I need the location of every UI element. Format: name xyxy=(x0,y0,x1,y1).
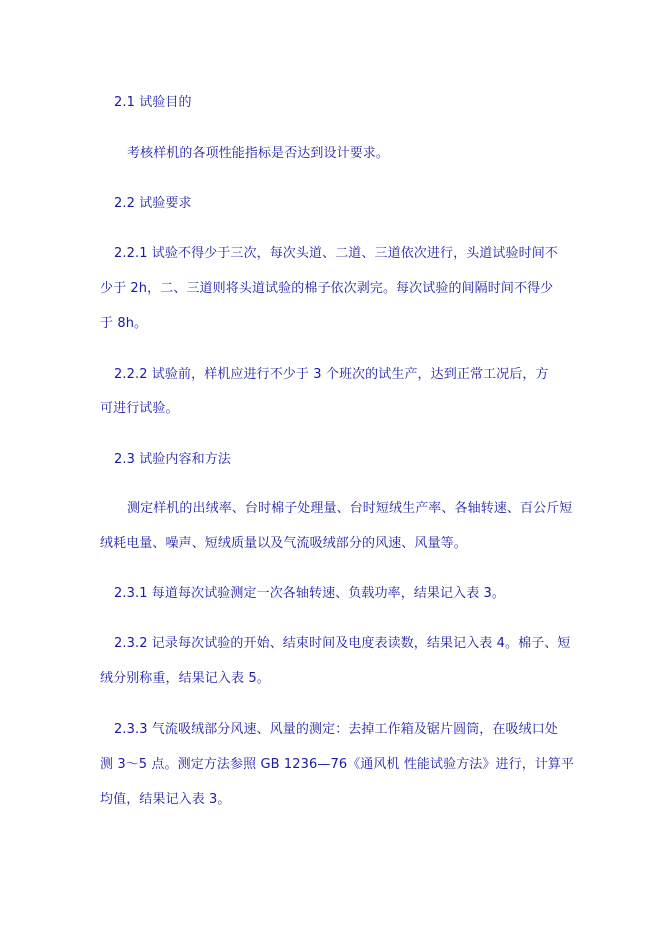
paragraph-2-3-line2: 绒耗电量、噪声、短绒质量以及气流吸绒部分的风速、风量等。 xyxy=(100,536,467,551)
paragraph-2-3-1: 2.3.1 每道每次试验测定一次各轴转速、负载功率，结果记入表 3。 xyxy=(114,586,506,601)
paragraph-2-2-1-line1: 2.2.1 试验不得少于三次，每次头道、二道、三道依次进行，头道试验时间不 xyxy=(114,246,558,261)
paragraph-2-3-3-line3: 均值，结果记入表 3。 xyxy=(100,792,231,807)
paragraph-2-3-2-line2: 绒分别称重，结果记入表 5。 xyxy=(100,671,270,686)
paragraph-2-1: 考核样机的各项性能指标是否达到设计要求。 xyxy=(127,146,390,161)
heading-2-1: 2.1 试验目的 xyxy=(114,95,192,110)
paragraph-2-3-2-line1: 2.3.2 记录每次试验的开始、结束时间及电度表读数，结果记入表 4。棉子、短 xyxy=(114,636,571,651)
paragraph-2-2-1-line3: 于 8h。 xyxy=(100,316,148,331)
paragraph-2-2-1-line2: 少于 2h，二、三道则将头道试验的棉子依次剥完。每次试验的间隔时间不得少 xyxy=(100,281,554,296)
paragraph-2-2-2-line1: 2.2.2 试验前，样机应进行不少于 3 个班次的试生产，达到正常工况后，方 xyxy=(114,367,549,382)
heading-2-2: 2.2 试验要求 xyxy=(114,196,192,211)
heading-2-3: 2.3 试验内容和方法 xyxy=(114,452,231,467)
paragraph-2-2-2-line2: 可进行试验。 xyxy=(100,401,179,416)
paragraph-2-3-3-line1: 2.3.3 气流吸绒部分风速、风量的测定：去掉工作箱及锯片圆筒，在吸绒口处 xyxy=(114,722,558,737)
paragraph-2-3-line1: 测定样机的出绒率、台时棉子处理量、台时短绒生产率、各轴转速、百公斤短 xyxy=(127,501,573,516)
paragraph-2-3-3-line2: 测 3～5 点。测定方法参照 GB 1236—76《通风机 性能试验方法》进行，计算平 xyxy=(100,757,575,772)
